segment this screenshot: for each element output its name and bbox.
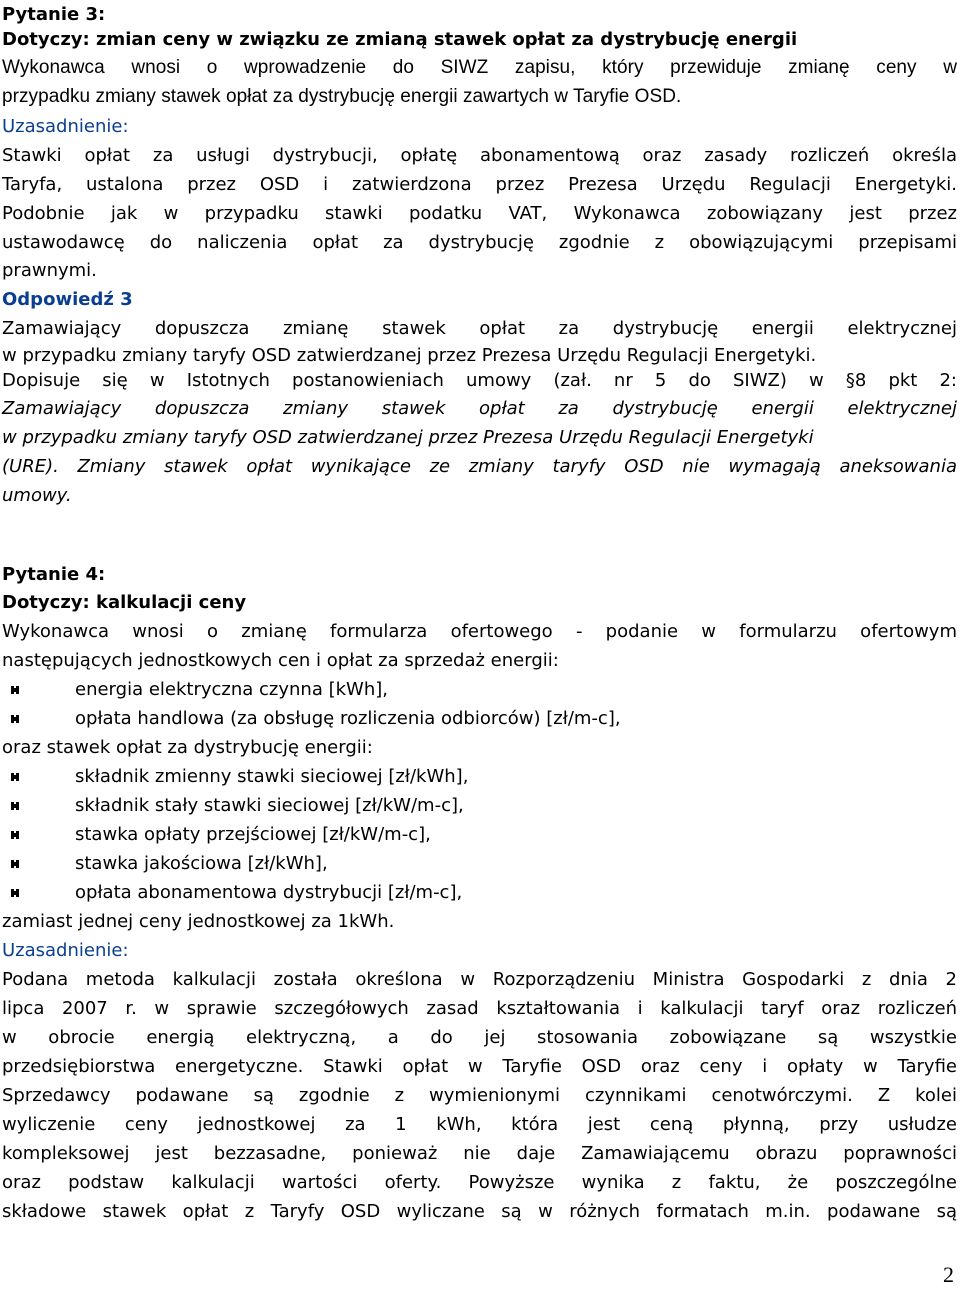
list-item-text: energia elektryczna czynna [kWh], xyxy=(75,679,388,700)
list-item-text: składnik stały stawki sieciowej [zł/kW/m-c], xyxy=(75,795,464,816)
q4-justification-line: oraz podstaw kalkulacji wartości oferty. Powyższe wynika z faktu, że poszczególne xyxy=(2,1172,957,1193)
q4-justification-line: przedsiębiorstwa energetyczne. Stawki opłat w Taryfie OSD oraz ceny i opłaty w Taryfie xyxy=(2,1056,957,1077)
q3-answer-italic-line: (URE). Zmiany stawek opłat wynikające ze zmiany taryfy OSD nie wymagają aneksowania xyxy=(2,456,957,477)
q3-answer-label: Odpowiedź 3 xyxy=(2,289,133,310)
square-bullet-icon xyxy=(11,802,19,810)
q3-heading: Pytanie 3: xyxy=(2,4,106,25)
square-bullet-icon xyxy=(11,860,19,868)
list-item xyxy=(2,704,957,733)
square-bullet-icon xyxy=(11,715,19,723)
list-item-text: składnik zmienny stawki sieciowej [zł/kWh], xyxy=(75,766,469,787)
list-item xyxy=(2,820,957,849)
q3-subject: Dotyczy: zmian ceny w związku ze zmianą stawek opłat za dystrybucję energii xyxy=(2,29,798,50)
q3-justification-label: Uzasadnienie: xyxy=(2,116,129,137)
q3-justification-line: ustawodawcę do naliczenia opłat za dystrybucję zgodnie z obowiązującymi przepisami xyxy=(2,232,957,253)
list-item-text: opłata abonamentowa dystrybucji [zł/m-c], xyxy=(75,882,463,903)
q4-heading: Pytanie 4: xyxy=(2,564,106,585)
q3-justification-line: prawnymi. xyxy=(2,260,97,281)
q4-justification-line: wyliczenie ceny jednostkowej za 1 kWh, która jest ceną płynną, przy usłudze xyxy=(2,1114,957,1135)
q4-subject: Dotyczy: kalkulacji ceny xyxy=(2,592,247,613)
q4-justification-line: Podana metoda kalkulacji została określona w Rozporządzeniu Ministra Gospodarki z dnia 2 xyxy=(2,969,957,990)
q3-request-line: przypadku zmiany stawek opłat za dystrybucję energii zawartych w Taryfie OSD. xyxy=(2,86,682,107)
list-item xyxy=(2,878,957,907)
q4-distribution-intro: oraz stawek opłat za dystrybucję energii: xyxy=(2,737,373,758)
q4-justification-line: kompleksowej jest bezzasadne, ponieważ nie daje Zamawiającemu obrazu poprawności xyxy=(2,1143,957,1164)
q3-justification-line: Stawki opłat za usługi dystrybucji, opłatę abonamentową oraz zasady rozliczeń określa xyxy=(2,145,957,166)
q3-answer-line: Zamawiający dopuszcza zmianę stawek opłat za dystrybucję energii elektrycznej xyxy=(2,318,957,339)
q4-request-line: Wykonawca wnosi o zmianę formularza ofertowego - podanie w formularzu ofertowym xyxy=(2,621,957,642)
list-item-text: stawka opłaty przejściowej [zł/kW/m-c], xyxy=(75,824,431,845)
square-bullet-icon xyxy=(11,889,19,897)
square-bullet-icon xyxy=(11,773,19,781)
list-item xyxy=(2,849,957,878)
page-number: 2 xyxy=(943,1262,954,1287)
q4-justification-line: Sprzedawcy podawane są zgodnie z wymienionymi czynnikami cenotwórczymi. Z kolei xyxy=(2,1085,957,1106)
q4-request-line: następujących jednostkowych cen i opłat za sprzedaż energii: xyxy=(2,650,559,671)
list-item-text: opłata handlowa (za obsługę rozliczenia odbiorców) [zł/m-c], xyxy=(75,708,621,729)
q3-answer-line: Dopisuje się w Istotnych postanowieniach umowy (zał. nr 5 do SIWZ) w §8 pkt 2: xyxy=(2,370,957,391)
q4-justification-line: w obrocie energią elektryczną, a do jej stosowania zobowiązane są wszystkie xyxy=(2,1027,957,1048)
q3-request-line: Wykonawca wnosi o wprowadzenie do SIWZ zapisu, który przewiduje zmianę ceny w xyxy=(2,57,957,78)
q3-answer-italic-line: w przypadku zmiany taryfy OSD zatwierdzanej przez Prezesa Urzędu Regulacji Energetyki xyxy=(2,427,814,448)
q4-justification-line: składowe stawek opłat z Taryfy OSD wyliczane są w różnych formatach m.in. podawane są xyxy=(2,1201,957,1222)
q3-answer-italic-line: Zamawiający dopuszcza zmiany stawek opłat za dystrybucję energii elektrycznej xyxy=(2,398,957,419)
q4-closing: zamiast jednej ceny jednostkowej za 1kWh. xyxy=(2,911,395,932)
list-item xyxy=(2,675,957,704)
q3-answer-italic-line: umowy. xyxy=(2,485,72,506)
q3-justification-line: Podobnie jak w przypadku stawki podatku VAT, Wykonawca zobowiązany jest przez xyxy=(2,203,957,224)
q3-answer-line: w przypadku zmiany taryfy OSD zatwierdzanej przez Prezesa Urzędu Regulacji Energetyki. xyxy=(2,345,817,366)
list-item xyxy=(2,791,957,820)
square-bullet-icon xyxy=(11,686,19,694)
q3-justification-line: Taryfa, ustalona przez OSD i zatwierdzona przez Prezesa Urzędu Regulacji Energetyki. xyxy=(2,174,957,195)
q4-justification-label: Uzasadnienie: xyxy=(2,940,129,961)
list-item xyxy=(2,762,957,791)
square-bullet-icon xyxy=(11,831,19,839)
list-item-text: stawka jakościowa [zł/kWh], xyxy=(75,853,328,874)
q4-justification-line: lipca 2007 r. w sprawie szczegółowych zasad kształtowania i kalkulacji taryf oraz rozliczeń xyxy=(2,998,957,1019)
